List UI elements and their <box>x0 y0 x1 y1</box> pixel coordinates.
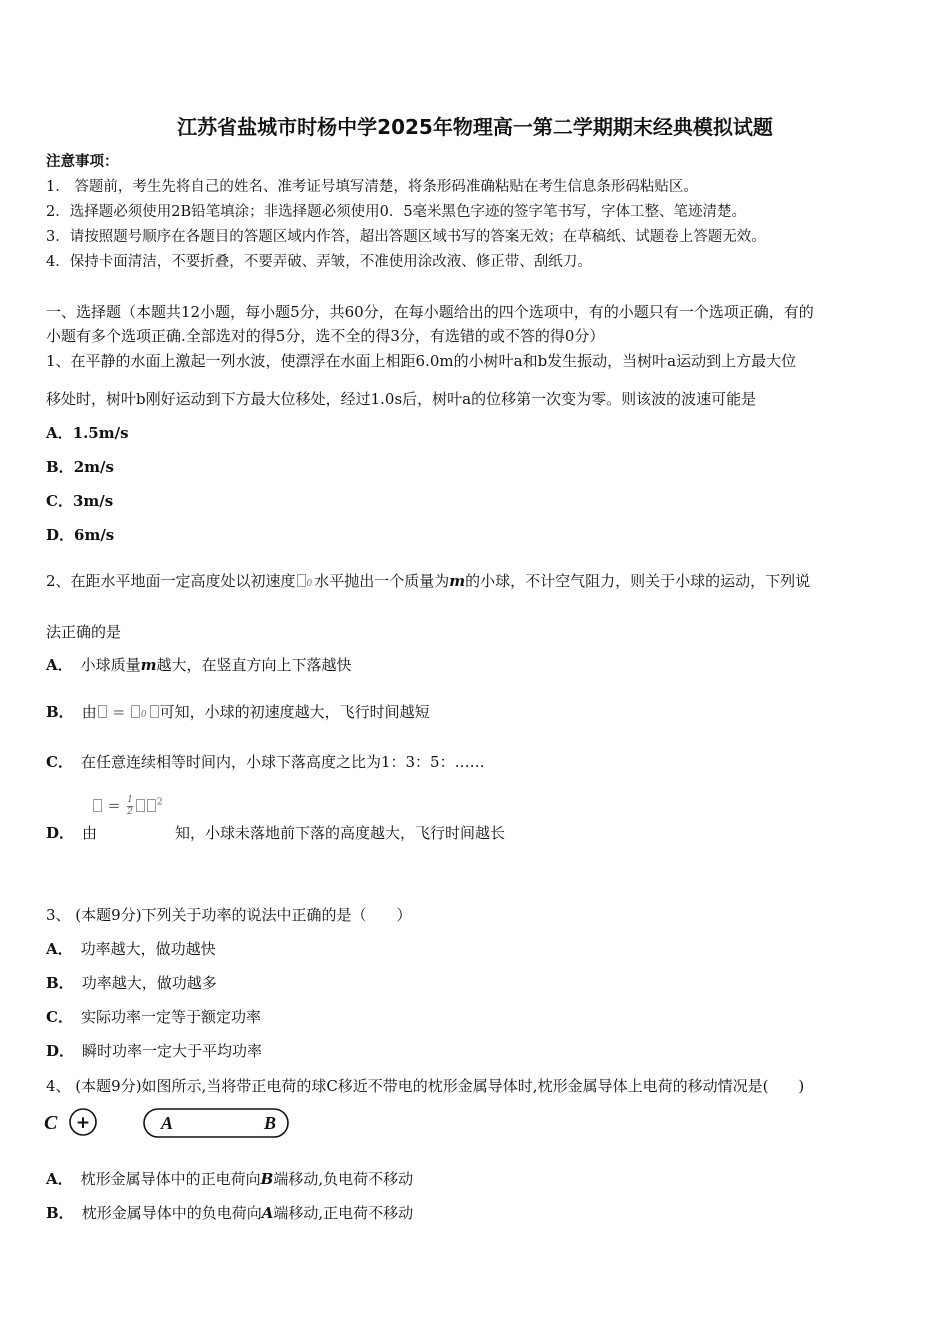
formula-placeholder-icon <box>93 799 102 812</box>
option-letter: B． <box>46 458 74 476</box>
question-2-option-d[interactable]: D． 由 知，小球未落地前下落的高度越大，飞行时间越长 <box>46 824 506 842</box>
conductor-end-a: A <box>161 1113 174 1133</box>
option-text: 2m/s <box>73 458 114 476</box>
formula-placeholder-icon <box>150 705 159 718</box>
question-2-stem: 2、在距水平地面一定高度处以初速度 0 水平抛出一个质量为m的小球，不计空气阻力，则关于小球的运动，下列说 <box>46 572 811 590</box>
notice-heading: 注意事项： <box>46 153 119 170</box>
mass-symbol: m <box>140 656 157 674</box>
question-3-option-a[interactable]: A． 功率越大，做功越快 <box>46 940 216 958</box>
formula-placeholder-icon <box>98 705 107 718</box>
positive-charge-sign: + <box>75 1113 91 1133</box>
question-3-stem: 3、 (本题9分)下列关于功率的说法中正确的是（ ） <box>46 906 412 924</box>
ball-label-c: C <box>44 1112 58 1134</box>
charged-ball-conductor-figure <box>44 1106 294 1142</box>
question-1-option-d[interactable] <box>46 525 114 545</box>
question-4-option-a[interactable]: A． 枕形金属导体中的正电荷向B端移动,负电荷不移动 <box>46 1170 414 1188</box>
notice-item: 2．选择题必须使用2B铅笔填涂；非选择题必须使用0．5毫米黑色字迹的签字笔书写，字体工整、笔迹清楚。 <box>46 204 747 220</box>
option-letter: D． <box>46 526 75 544</box>
notice-item: 3．请按照题号顺序在各题目的答题区域内作答，超出答题区域书写的答案无效；在草稿纸、试题卷上答题无效。 <box>46 229 766 245</box>
velocity-subscript: 0 <box>306 579 313 589</box>
question-1-option-a[interactable] <box>46 423 129 443</box>
page-title: 江苏省盐城市时杨中学2025年物理高一第二学期期末经典模拟试题 <box>177 115 773 139</box>
question-1-stem: 1、在平静的水面上激起一列水波，使漂浮在水面上相距6.0m的小树叶a和b发生振动，当树叶a运动到上方最大位 <box>46 352 797 370</box>
question-1-option-b[interactable] <box>46 457 114 477</box>
mass-symbol: m <box>449 572 466 590</box>
question-1-stem-cont: 移处时，树叶b刚好运动到下方最大位移处，经过1.0s后，树叶a的位移第一次变为零。则该波的波速可能是 <box>46 390 757 408</box>
notice-item: 1． 答题前，考生先将自己的姓名、准考证号填写清楚，将条形码准确粘贴在考生信息条形码粘贴区。 <box>46 179 698 195</box>
one-half-fraction: $\frac{1}{2}$ <box>127 795 133 817</box>
option-text: 3m/s <box>72 492 114 510</box>
option-text: 1.5m/s <box>72 424 129 442</box>
question-3-option-c[interactable]: C． 实际功率一定等于额定功率 <box>46 1008 261 1026</box>
notice-item: 4．保持卡面清洁，不要折叠，不要弄破、弄皱，不准使用涂改液、修正带、刮纸刀。 <box>46 254 592 270</box>
section-header: 一、选择题（本题共12小题，每小题5分，共60分，在每小题给出的四个选项中，有的小题只有一个选项正确，有的 <box>46 303 814 321</box>
conductor-end-b: B <box>264 1113 277 1133</box>
question-2-option-c[interactable]: C． 在任意连续相等时间内，小球下落高度之比为1：3：5：…… <box>46 753 485 771</box>
free-fall-formula: = $\frac{1}{2}$ $^2$ <box>92 796 163 817</box>
formula-placeholder-icon <box>136 799 145 812</box>
option-text: 6m/s <box>74 526 115 544</box>
question-2-stem-cont: 法正确的是 <box>46 623 122 641</box>
option-letter: C． <box>46 492 73 510</box>
question-4-option-b[interactable]: B． 枕形金属导体中的负电荷向A端移动,正电荷不移动 <box>46 1204 414 1222</box>
question-1-option-c[interactable] <box>46 491 113 511</box>
formula-placeholder-icon <box>131 705 140 718</box>
question-4-stem: 4、 (本题9分)如图所示,当将带正电荷的球C移近不带电的枕形金属导体时,枕形金属导体上电荷的移动情况是( ) <box>46 1077 805 1095</box>
formula-placeholder-icon <box>147 799 156 812</box>
formula-placeholder-icon <box>297 574 306 587</box>
question-3-option-d[interactable]: D． 瞬时功率一定大于平均功率 <box>46 1042 263 1060</box>
question-2-option-a[interactable]: A． 小球质量m越大，在竖直方向上下落越快 <box>46 656 352 674</box>
option-letter: A． <box>46 424 73 442</box>
section-header-cont: 小题有多个选项正确.全部选对的得5分，选不全的得3分，有选错的或不答的得0分） <box>46 327 605 345</box>
question-2-option-b[interactable]: B． 由 = 0 可知，小球的初速度越大，飞行时间越短 <box>46 703 430 721</box>
question-3-option-b[interactable]: B． 功率越大，做功越多 <box>46 974 217 992</box>
